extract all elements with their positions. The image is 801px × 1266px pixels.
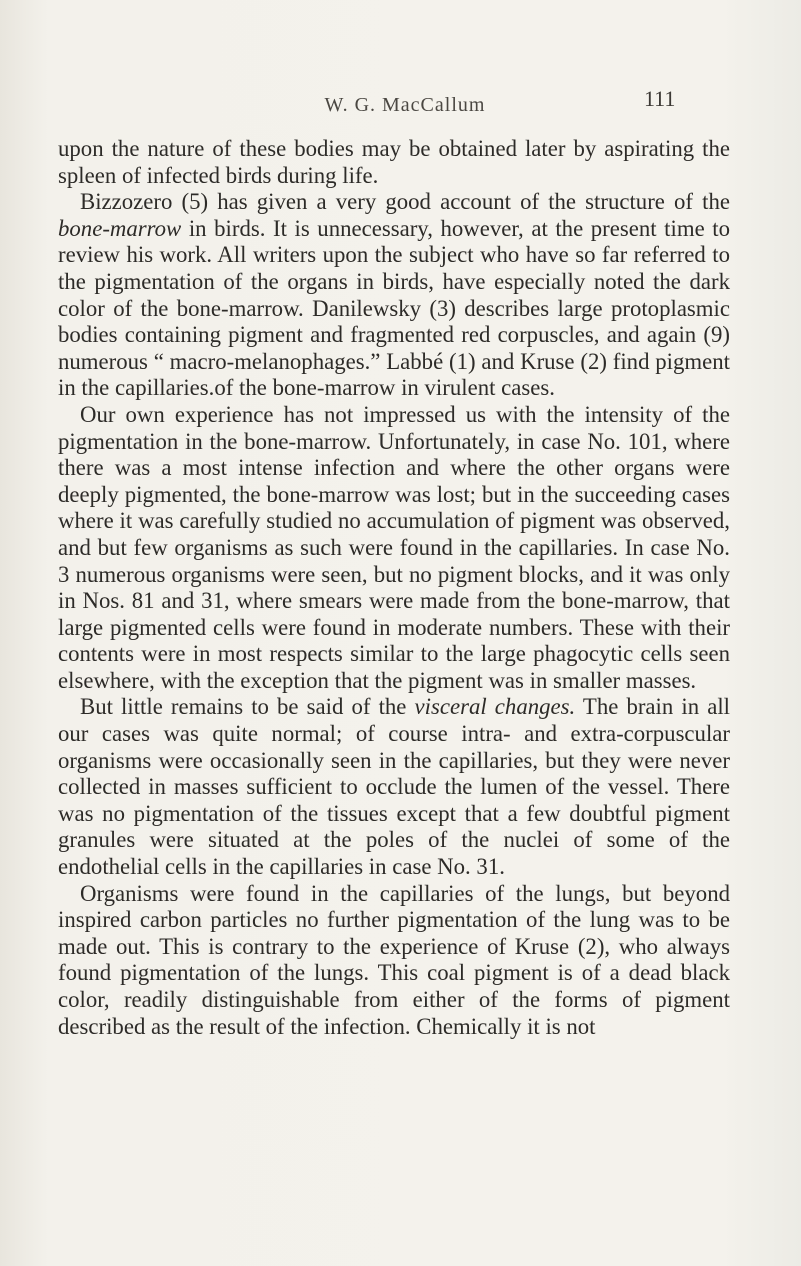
paragraph-3-text: Our own experience has not impressed us with the intensity of the pigmentation in the bone-marrow. Unfortunately, in case No. 101, where there was a most intense infection and where the other organs were deeply pigmented, the bone-marrow was lost; but in the succeeding cases where it was carefully studied no accumulation of pigment was observed, and but few organisms as such were found in the capillaries. In case No. 3 numerous organisms were seen, but no pigment blocks, and it was only in Nos. 81 and 31, where smears were made from the bone-marrow, that large pigmented cells were found in moderate numbers. These with their contents were in most respects similar to the large phagocytic cells seen elsewhere, with the exception that the pigment was in smaller masses. [58, 401, 730, 693]
body-text [58, 136, 730, 1040]
paragraph-1 [58, 136, 730, 189]
paragraph-4-text-end: The brain in all our cases was quite normal; of course intra- and extra-corpuscular organisms were occasionally seen in the capillaries, but they were never collected in masses sufficient to occlude the lumen of the vessel. There was no pigmentation of the tissues except that a few doubtful pigment granules were situated at the poles of the nuclei of some of the endothelial cells in the capillaries in case No. 31. [58, 694, 731, 880]
page-number: 111 [644, 86, 676, 111]
paragraph-4-text-start: But little remains to be said of the [80, 694, 415, 720]
paragraph-3 [58, 402, 730, 695]
paragraph-2 [58, 189, 730, 402]
paragraph-5 [58, 881, 730, 1041]
paragraph-2-emphasis: bone-marrow [58, 215, 182, 241]
paragraph-5-text: Organisms were found in the capillaries of the lungs, but beyond inspired carbon particles no further pigmentation of the lung was to be made out. This is contrary to the experience of Kruse (2), who always found pigmentation of the lungs. This coal pigment is of a dead black color, readily distinguishable from either of the forms of pigment described as the result of the infection. Chemically it is not [58, 880, 730, 1039]
paragraph-2-text-end: in birds. It is unnecessary, however, at the present time to review his work. All writers upon the subject who have so far referred to the pigmentation of the organs in birds, have especially noted the dark color of the bone-marrow. Danilewsky (3) describes large protoplasmic bodies containing pigment and fragmented red corpuscles, and again (9) numerous “ macro-melanophages.” Labbé (1) and Kruse (2) find pigment in the capillaries.of the bone-marrow in virulent cases. [58, 215, 730, 401]
paragraph-4 [58, 694, 730, 880]
running-head: W. G. MacCallum [324, 94, 486, 116]
page-header [0, 86, 801, 124]
paragraph-4-emphasis: visceral changes. [414, 694, 576, 720]
paragraph-1-text: upon the nature of these bodies may be obtained later by aspirating the spleen of infected birds during life. [58, 136, 730, 188]
paragraph-2-text-start: Bizzozero (5) has given a very good account of the structure of the [80, 189, 730, 215]
